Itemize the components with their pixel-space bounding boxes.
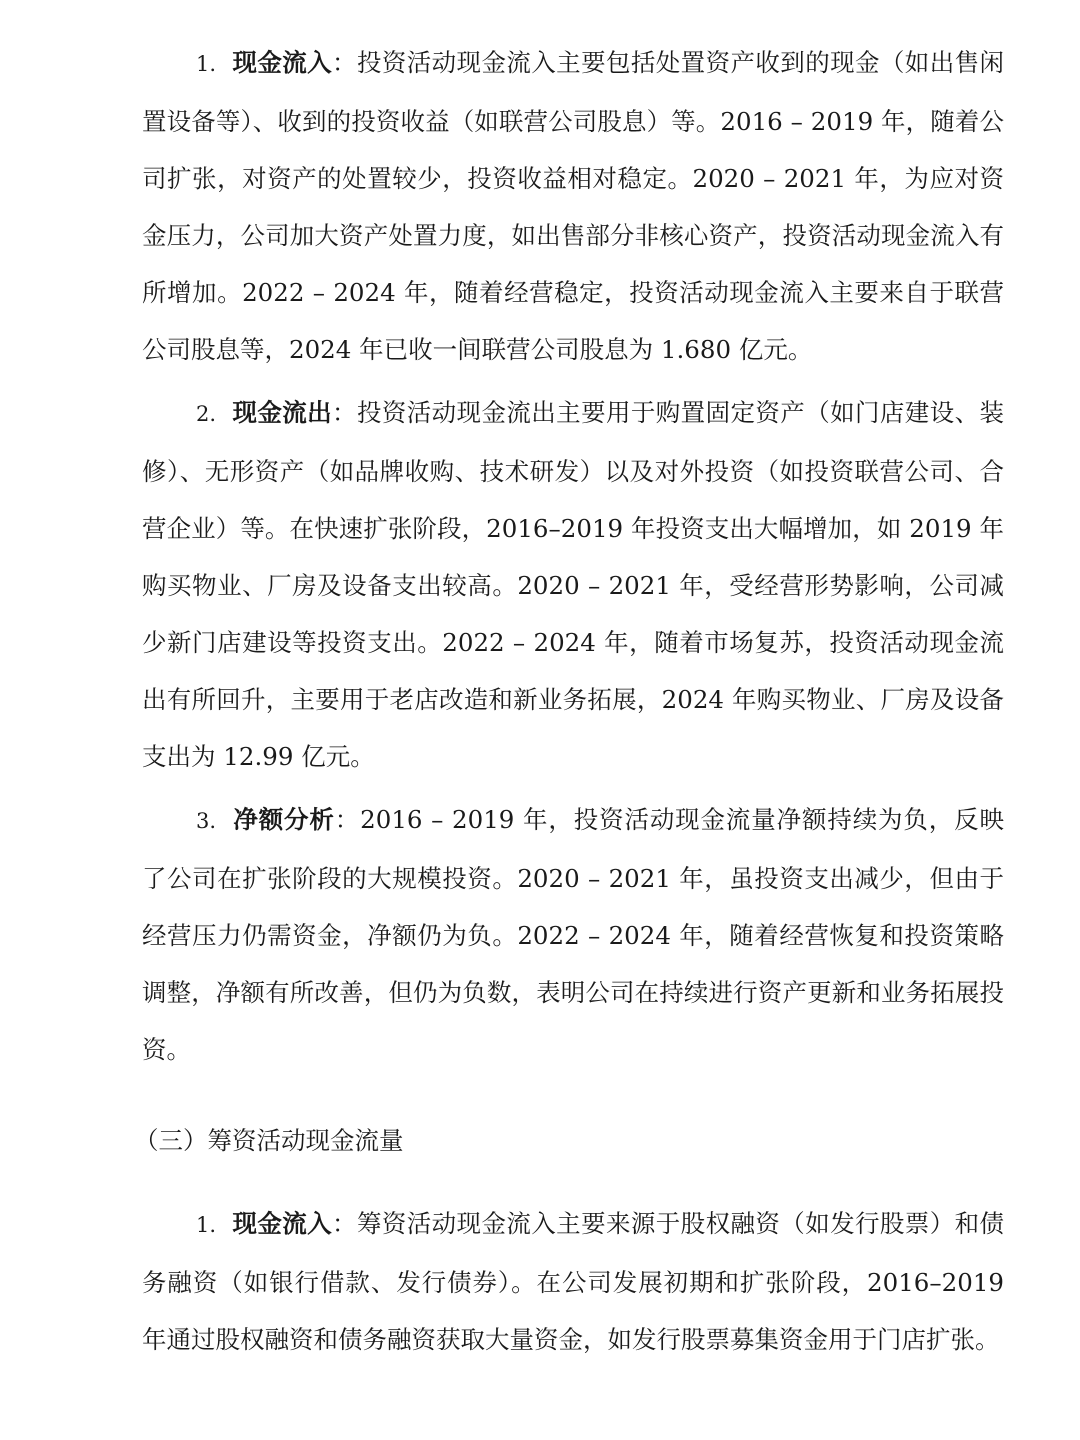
- item-lead-term: 现金流入: [232, 1209, 333, 1238]
- investing-outflow-paragraph: [142, 384, 1004, 785]
- item-lead-term: 现金流出: [232, 398, 333, 427]
- investing-net-paragraph: [142, 791, 1004, 1078]
- item-number: 1.: [196, 52, 217, 76]
- item-number: 2.: [196, 402, 217, 426]
- item-colon: ：: [332, 398, 357, 427]
- investing-inflow-paragraph: [142, 34, 1004, 378]
- item-lead-term: 净额分析: [233, 805, 335, 834]
- financing-section-heading: （三）筹资活动现金流量: [134, 1126, 404, 1155]
- item-colon: ：: [334, 805, 361, 834]
- item-body-text: 投资活动现金流入主要包括处置资产收到的现金（如出售闲置设备等）、收到的投资收益（如联营公司股息）等。2016 – 2019 年，随着公司扩张，对资产的处置较少，投资收益相对稳定。2020 – 2021 年，为应对资金压力，公司加大资产处置力度，如出售部分非核心资产，投资活动现金流入有所增加。2022 – 2024 年，随着经营稳定，投资活动现金流入主要来自于联营公司股息等，2024 年已收一间联营公司股息为 1.680 亿元。: [142, 48, 1005, 364]
- item-number: 3.: [196, 809, 217, 833]
- item-colon: ：: [332, 48, 357, 77]
- item-body-text: 2016 – 2019 年，投资活动现金流量净额持续为负，反映了公司在扩张阶段的大规模投资。2020 – 2021 年，虽投资支出减少，但由于经营压力仍需资金，净额仍为负。2022 – 2024 年，随着经营恢复和投资策略调整，净额有所改善，但仍为负数，表明公司在持续进行资产更新和业务拓展投资。: [142, 805, 1004, 1064]
- financing-inflow-paragraph: [142, 1195, 1004, 1368]
- item-lead-term: 现金流入: [232, 48, 333, 77]
- item-body-text: 投资活动现金流出主要用于购置固定资产（如门店建设、装修）、无形资产（如品牌收购、技术研发）以及对外投资（如投资联营公司、合营企业）等。在快速扩张阶段，2016–2019 年投资支出大幅增加，如 2019 年购买物业、厂房及设备支出较高。2020 – 2021 年，受经营形势影响，公司减少新门店建设等投资支出。2022 – 2024 年，随着市场复苏，投资活动现金流出有所回升，主要用于老店改造和新业务拓展，2024 年购买物业、厂房及设备支出为 12.99 亿元。: [142, 398, 1005, 771]
- item-colon: ：: [332, 1209, 357, 1238]
- item-body-text: 筹资活动现金流入主要来源于股权融资（如发行股票）和债务融资（如银行借款、发行债券）。在公司发展初期和扩张阶段，2016–2019 年通过股权融资和债务融资获取大量资金，如发行股票募集资金用于门店扩张。: [142, 1209, 1005, 1354]
- item-number: 1.: [196, 1213, 217, 1237]
